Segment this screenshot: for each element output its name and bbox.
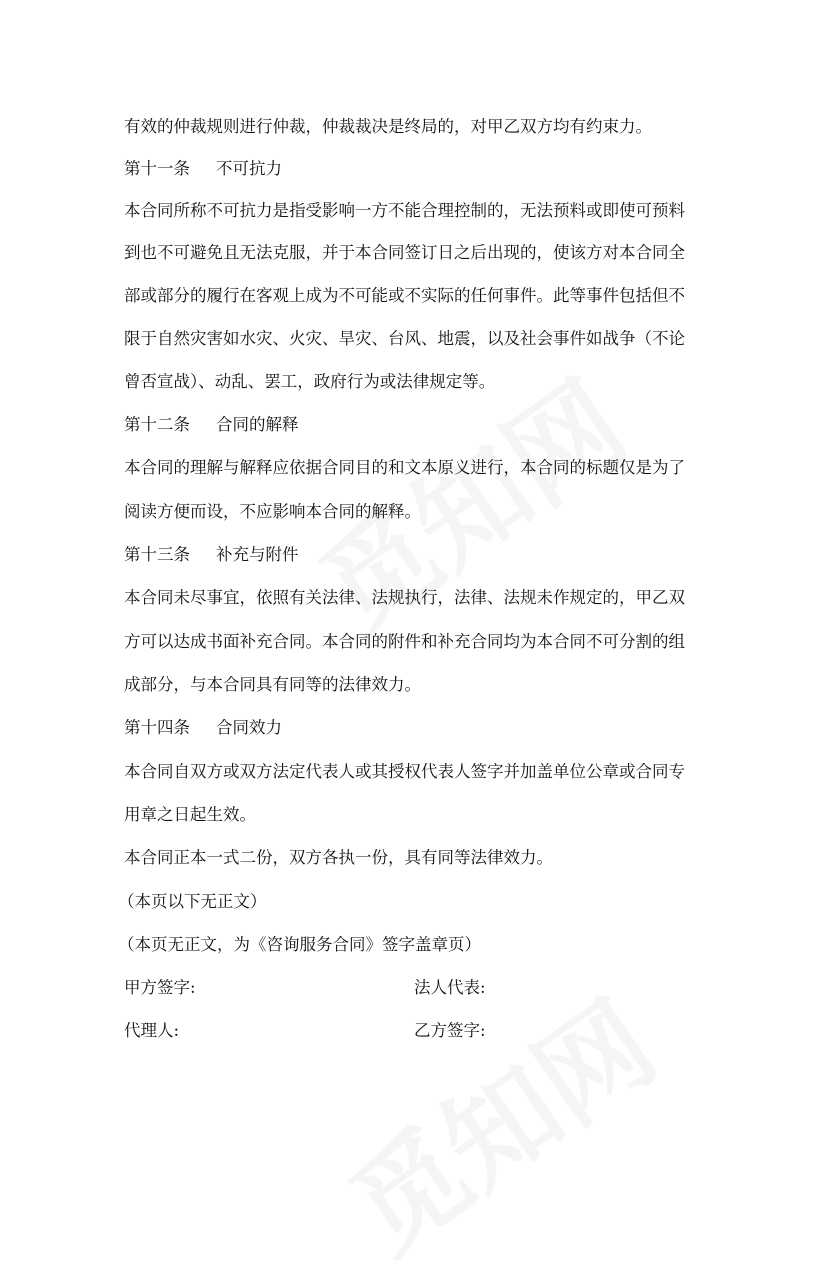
party-b-signature-label: 乙方签字: [414,1021,486,1040]
article-title: 补充与附件 [216,545,299,564]
article-title: 合同效力 [216,718,282,737]
watermark-text [314,958,682,1283]
party-a-signature-label: 甲方签字: [124,978,196,997]
article-heading [124,159,282,179]
article-number: 第十三条 [124,545,190,564]
note-no-text-below: （本页以下无正文） [118,892,267,911]
paragraph-line: 本合同未尽事宜，依照有关法律、法规执行，法律、法规未作规定的，甲乙双 [124,588,685,607]
paragraph-line: 到也不可避免且无法克服，并于本合同签订日之后出现的，使该方对本合同全 [124,243,685,262]
article-heading [124,415,299,435]
legal-representative-label: 法人代表: [414,978,486,997]
paragraph-line: 限于自然灾害如水灾、火灾、旱灾、台风、地震，以及社会事件如战争（不论 [124,329,685,348]
paragraph-line: 本合同自双方或双方法定代表人或其授权代表人签字并加盖单位公章或合同专 [124,762,685,781]
article-heading [124,545,299,565]
note-signature-page: （本页无正文，为《咨询服务合同》签字盖章页） [118,935,481,954]
paragraph-line: 曾否宣战）、动乱、罢工，政府行为或法律规定等。 [124,372,496,391]
paragraph-line: 有效的仲裁规则进行仲裁，仲裁裁决是终局的，对甲乙双方均有约束力。 [124,117,652,136]
paragraph-line: 本合同的理解与解释应依据合同目的和文本原义进行，本合同的标题仅是为了 [124,458,685,477]
agent-label: 代理人: [124,1021,180,1040]
article-title: 合同的解释 [216,415,299,434]
paragraph-line: 阅读方便而设，不应影响本合同的解释。 [124,502,421,521]
paragraph-line: 本合同正本一式二份，双方各执一份，具有同等法律效力。 [124,848,553,867]
paragraph-line: 用章之日起生效。 [124,805,256,824]
paragraph-line: 部或部分的履行在客观上成为不可能或不实际的任何事件。此等事件包括但不 [124,286,685,305]
article-title: 不可抗力 [216,159,282,178]
article-number: 第十四条 [124,718,190,737]
paragraph-line: 成部分，与本合同具有同等的法律效力。 [124,675,421,694]
article-heading [124,718,282,738]
article-number: 第十二条 [124,415,190,434]
paragraph-line: 本合同所称不可抗力是指受影响一方不能合理控制的，无法预料或即使可预料 [124,201,685,220]
paragraph-line: 方可以达成书面补充合同。本合同的附件和补充合同均为本合同不可分割的组 [124,632,685,651]
article-number: 第十一条 [124,159,190,178]
